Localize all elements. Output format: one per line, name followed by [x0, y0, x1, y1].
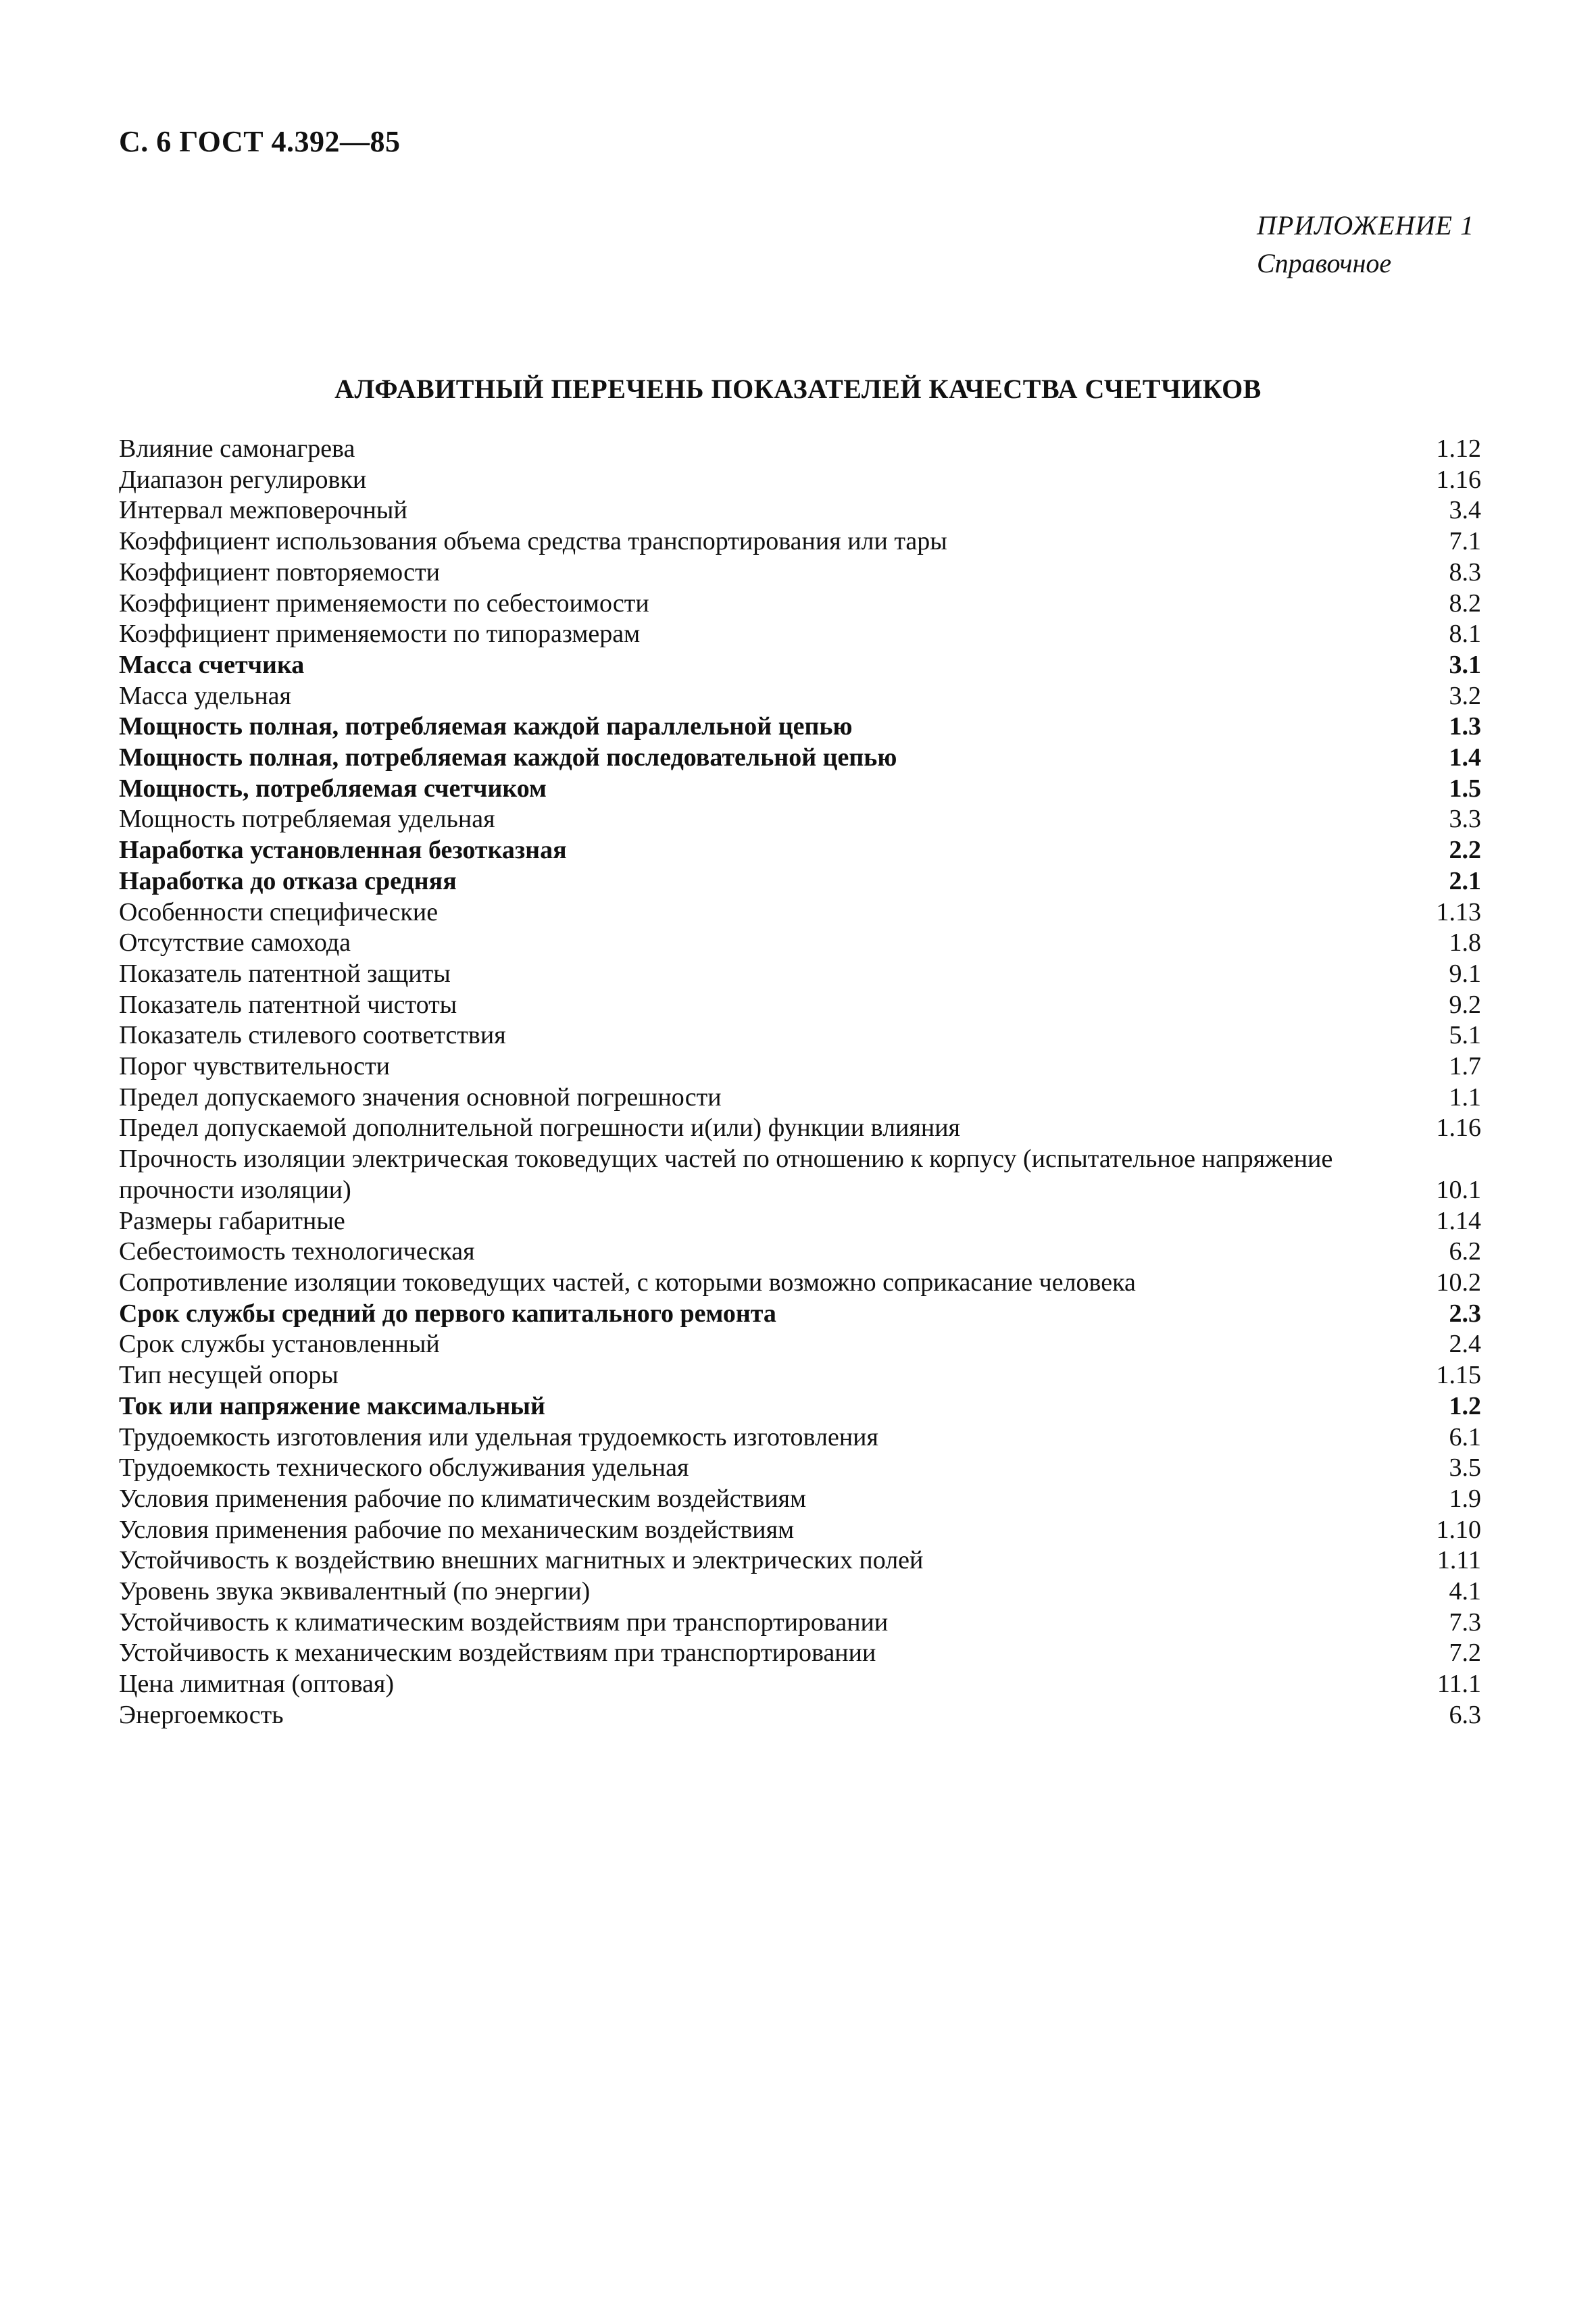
entry-ref: 3.4	[1449, 496, 1481, 525]
entry-ref: 8.3	[1449, 557, 1481, 587]
entry-ref: 4.1	[1449, 1577, 1481, 1606]
entry-name: Цена лимитная (оптовая)	[119, 1670, 395, 1699]
entry-name: Особенности специфические	[119, 897, 439, 926]
list-item	[119, 1608, 1481, 1639]
entry-name: Влияние самонагрева	[119, 434, 355, 463]
list-item	[119, 1545, 1481, 1576]
entry-name: Наработка до отказа средняя	[119, 866, 457, 895]
list-item	[119, 1329, 1481, 1360]
list-item	[119, 1484, 1481, 1515]
entry-ref: 1.12	[1436, 434, 1481, 463]
entry-ref: 1.3	[1449, 712, 1481, 741]
list-item	[119, 465, 1481, 496]
entry-ref: 1.16	[1436, 465, 1481, 494]
list-item	[119, 650, 1481, 681]
entry-name: Мощность потребляемая удельная	[119, 805, 495, 834]
entry-ref: 9.1	[1449, 959, 1481, 988]
entry-ref: 1.7	[1449, 1052, 1481, 1081]
entry-ref: 3.3	[1449, 805, 1481, 834]
entry-ref: 3.1	[1449, 650, 1481, 679]
entry-ref: 1.2	[1449, 1391, 1481, 1420]
index-list	[119, 434, 1481, 1731]
entry-name: Срок службы средний до первого капитального ремонта	[119, 1299, 776, 1328]
entry-ref: 1.1	[1449, 1082, 1481, 1112]
list-item	[119, 1638, 1481, 1669]
list-item	[119, 1515, 1481, 1546]
entry-ref: 5.1	[1449, 1021, 1481, 1050]
page-header: С. 6 ГОСТ 4.392—85	[119, 125, 401, 158]
entry-ref: 2.1	[1449, 866, 1481, 895]
list-item	[119, 774, 1481, 805]
appendix-block	[1257, 207, 1474, 282]
entry-ref: 6.1	[1449, 1422, 1481, 1451]
entry-ref: 1.13	[1436, 897, 1481, 926]
entry-ref: 2.3	[1449, 1299, 1481, 1328]
entry-name: Устойчивость к воздействию внешних магнитных и электрических полей	[119, 1546, 924, 1575]
entry-name: Ток или напряжение максимальный	[119, 1391, 545, 1420]
entry-ref: 1.5	[1449, 774, 1481, 803]
entry-ref: 1.8	[1449, 928, 1481, 957]
entry-ref: 2.2	[1449, 836, 1481, 865]
list-item	[119, 1144, 1481, 1205]
entry-ref: 8.1	[1449, 620, 1481, 649]
entry-name: Мощность полная, потребляемая каждой параллельной цепью	[119, 712, 853, 741]
list-item	[119, 1360, 1481, 1391]
entry-ref: 9.2	[1449, 990, 1481, 1019]
entry-ref: 2.4	[1449, 1330, 1481, 1359]
list-item	[119, 1576, 1481, 1608]
entry-name: Мощность, потребляемая счетчиком	[119, 774, 547, 803]
entry-name: Срок службы установленный	[119, 1330, 440, 1359]
entry-name: Тип несущей опоры	[119, 1361, 339, 1390]
entry-name: Отсутствие самохода	[119, 928, 351, 957]
entry-name: Размеры габаритные	[119, 1206, 345, 1235]
list-item	[119, 1113, 1481, 1144]
list-item	[119, 804, 1481, 835]
list-item	[119, 866, 1481, 897]
list-item	[119, 557, 1481, 589]
list-item	[119, 1268, 1481, 1299]
entry-ref: 1.9	[1449, 1484, 1481, 1513]
list-item	[119, 1299, 1481, 1330]
list-item	[119, 1020, 1481, 1051]
appendix-subtitle: Справочное	[1257, 248, 1392, 278]
list-item	[119, 495, 1481, 526]
entry-name: Коэффициент повторяемости	[119, 557, 440, 587]
list-item	[119, 1422, 1481, 1453]
entry-ref: 1.14	[1436, 1206, 1481, 1235]
entry-ref: 10.1	[1436, 1175, 1481, 1204]
list-item	[119, 526, 1481, 557]
list-item	[119, 619, 1481, 650]
entry-name: Трудоемкость технического обслуживания удельная	[119, 1453, 689, 1483]
entry-name: Себестоимость технологическая	[119, 1237, 475, 1266]
entry-ref: 6.3	[1449, 1700, 1481, 1729]
list-item	[119, 1700, 1481, 1731]
entry-ref: 6.2	[1449, 1237, 1481, 1266]
entry-name: Коэффициент применяемости по себестоимости	[119, 589, 649, 618]
entry-ref: 11.1	[1437, 1670, 1481, 1699]
entry-name: Наработка установленная безотказная	[119, 836, 567, 865]
entry-ref: 1.11	[1437, 1546, 1481, 1575]
entry-ref: 3.5	[1449, 1453, 1481, 1483]
list-item	[119, 743, 1481, 774]
list-item	[119, 434, 1481, 465]
entry-ref: 1.16	[1436, 1114, 1481, 1143]
list-item	[119, 1453, 1481, 1484]
list-item	[119, 835, 1481, 866]
entry-name: Масса счетчика	[119, 650, 305, 679]
entry-name: Показатель стилевого соответствия	[119, 1021, 506, 1050]
appendix-title: ПРИЛОЖЕНИЕ 1	[1257, 210, 1474, 241]
entry-name: Интервал межповерочный	[119, 496, 407, 525]
entry-ref: 7.3	[1449, 1608, 1481, 1637]
entry-name: Условия применения рабочие по климатическим воздействиям	[119, 1484, 807, 1513]
entry-name: Энергоемкость	[119, 1700, 284, 1729]
list-item	[119, 1082, 1481, 1114]
entry-name: Предел допускаемой дополнительной погрешности и(или) функции влияния	[119, 1114, 961, 1143]
entry-name: Сопротивление изоляции токоведущих частей, с которыми возможно соприкасание человека	[119, 1268, 1136, 1297]
entry-ref: 7.1	[1449, 527, 1481, 556]
entry-name: Предел допускаемого значения основной погрешности	[119, 1082, 722, 1112]
list-item	[119, 1237, 1481, 1268]
list-item	[119, 1206, 1481, 1237]
entry-ref: 1.4	[1449, 743, 1481, 772]
entry-name: Уровень звука эквивалентный (по энергии)	[119, 1577, 591, 1606]
entry-name: Мощность полная, потребляемая каждой последовательной цепью	[119, 743, 897, 772]
list-item	[119, 681, 1481, 712]
list-item	[119, 928, 1481, 959]
list-item	[119, 1669, 1481, 1700]
entry-name: Условия применения рабочие по механическим воздействиям	[119, 1515, 795, 1544]
entry-ref: 1.10	[1436, 1515, 1481, 1544]
entry-name: Устойчивость к климатическим воздействиям при транспортировании	[119, 1608, 889, 1637]
list-item	[119, 959, 1481, 990]
entry-ref: 7.2	[1449, 1639, 1481, 1668]
entry-name: Коэффициент применяемости по типоразмерам	[119, 620, 641, 649]
entry-name: Масса удельная	[119, 681, 291, 710]
list-item	[119, 1051, 1481, 1082]
entry-ref: 1.15	[1436, 1361, 1481, 1390]
list-item	[119, 990, 1481, 1021]
list-item	[119, 897, 1481, 928]
list-item	[119, 1391, 1481, 1422]
entry-name: Показатель патентной защиты	[119, 959, 451, 988]
entry-ref: 8.2	[1449, 589, 1481, 618]
entry-name: Устойчивость к механическим воздействиям при транспортировании	[119, 1639, 876, 1668]
entry-name: Коэффициент использования объема средства транспортирования или тары	[119, 527, 947, 556]
list-item	[119, 712, 1481, 743]
entry-name: Трудоемкость изготовления или удельная трудоемкость изготовления	[119, 1422, 878, 1451]
list-item	[119, 589, 1481, 620]
entry-name: Показатель патентной чистоты	[119, 990, 457, 1019]
entry-ref: 10.2	[1436, 1268, 1481, 1297]
entry-ref: 3.2	[1449, 681, 1481, 710]
entry-name: Диапазон регулировки	[119, 465, 367, 494]
entry-name: Прочность изоляции электрическая токоведущих частей по отношению к корпусу (испытательное напряжение прочности изоляции)	[119, 1145, 1333, 1204]
document-title: АЛФАВИТНЫЙ ПЕРЕЧЕНЬ ПОКАЗАТЕЛЕЙ КАЧЕСТВА СЧЕТЧИКОВ	[334, 374, 1262, 404]
entry-name: Порог чувствительности	[119, 1052, 390, 1081]
